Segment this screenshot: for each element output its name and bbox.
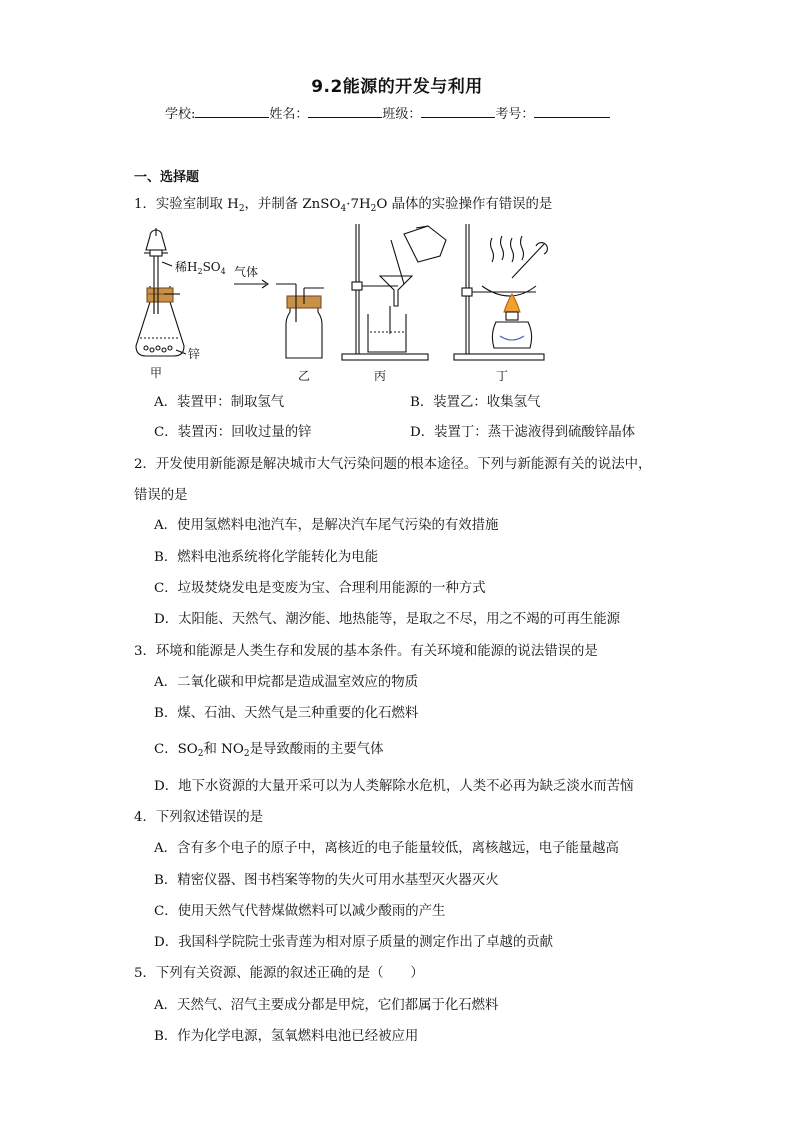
gas-label: 气体: [234, 265, 259, 279]
apparatus-figure: [128, 214, 568, 384]
section-heading: 一、选择题: [134, 170, 200, 185]
question-3-stem: 3．环境和能源是人类生存和发展的基本条件。有关环境和能源的说法错误的是: [134, 644, 598, 659]
q4-option-a[interactable]: A．含有多个电子的原子中，离核近的电子能量较低，离核越远，电子能量越高: [154, 841, 619, 856]
q2-option-b[interactable]: B．燃料电池系统将化学能转化为电能: [154, 550, 379, 565]
number-label: 考号：: [495, 107, 535, 122]
class-label: 班级：: [382, 107, 422, 122]
number-blank[interactable]: [534, 105, 610, 118]
question-4-stem: 4．下列叙述错误的是: [134, 810, 264, 825]
q4-option-c[interactable]: C．使用天然气代替煤做燃料可以减少酸雨的产生: [154, 904, 446, 919]
q3-option-b[interactable]: B．煤、石油、天然气是三种重要的化石燃料: [154, 706, 419, 721]
class-blank[interactable]: [421, 105, 495, 118]
question-5-stem: 5．下列有关资源、能源的叙述正确的是（ ）: [134, 966, 424, 981]
student-info-line: [165, 103, 610, 122]
q3-option-c[interactable]: C．$SO_2$和 $NO_2$是导致酸雨的主要气体: [154, 742, 384, 759]
q5-option-b[interactable]: B．作为化学电源，氢氧燃料电池已经被应用: [154, 1029, 419, 1044]
name-blank[interactable]: [308, 105, 382, 118]
q2-option-d[interactable]: D．太阳能、天然气、潮汐能、地热能等，是取之不尽，用之不竭的可再生能源: [154, 612, 621, 627]
apparatus-jia: [136, 228, 186, 356]
page-title: 9.2能源的开发与利用: [311, 77, 483, 97]
name-label: 姓名：: [269, 107, 309, 122]
q2-option-c[interactable]: C．垃圾焚烧发电是变废为宝、合理利用能源的一种方式: [154, 581, 486, 596]
zinc-label: 锌: [188, 347, 201, 361]
label-ding: 丁: [496, 369, 509, 383]
q2-option-a[interactable]: A．使用氢燃料电池汽车，是解决汽车尾气污染的有效措施: [154, 518, 499, 533]
apparatus-bing: [342, 224, 446, 360]
q1-option-b[interactable]: B．装置乙：收集氢气: [410, 395, 541, 410]
q3-option-a[interactable]: A．二氧化碳和甲烷都是造成温室效应的物质: [154, 675, 419, 690]
q3-option-d[interactable]: D．地下水资源的大量开采可以为人类解除水危机，人类不必再为缺乏淡水而苦恼: [154, 779, 634, 794]
q4-option-b[interactable]: B．精密仪器、图书档案等物的失火可用水基型灭火器灭火: [154, 873, 499, 888]
q1-option-d[interactable]: D．装置丁：蒸干滤液得到硫酸锌晶体: [410, 425, 635, 440]
question-2-stem: 2．开发使用新能源是解决城市大气污染问题的根本途径。下列与新能源有关的说法中，: [134, 457, 652, 472]
school-label: 学校:: [165, 107, 196, 122]
question-1-stem: 1．实验室制取 $H_2$，并制备 $ZnSO_4\cdot 7H_2O$ 晶体的实验操作有错误的是: [134, 197, 553, 214]
acid-label: 稀$H_2SO_4$: [175, 260, 226, 276]
apparatus-ding: [454, 224, 547, 360]
q5-option-a[interactable]: A．天然气、沼气主要成分都是甲烷，它们都属于化石燃料: [154, 998, 499, 1013]
q1-option-c[interactable]: C．装置丙：回收过量的锌: [154, 425, 312, 440]
q4-option-d[interactable]: D．我国科学院院士张青莲为相对原子质量的测定作出了卓越的贡献: [154, 935, 554, 950]
label-yi: 乙: [298, 369, 311, 383]
q1-option-a[interactable]: A．装置甲：制取氢气: [154, 395, 285, 410]
label-jia: 甲: [150, 366, 163, 380]
apparatus-yi: [276, 284, 324, 358]
school-blank[interactable]: [195, 105, 269, 118]
question-2-stem-cont: 错误的是: [134, 488, 188, 503]
label-bing: 丙: [374, 369, 387, 383]
